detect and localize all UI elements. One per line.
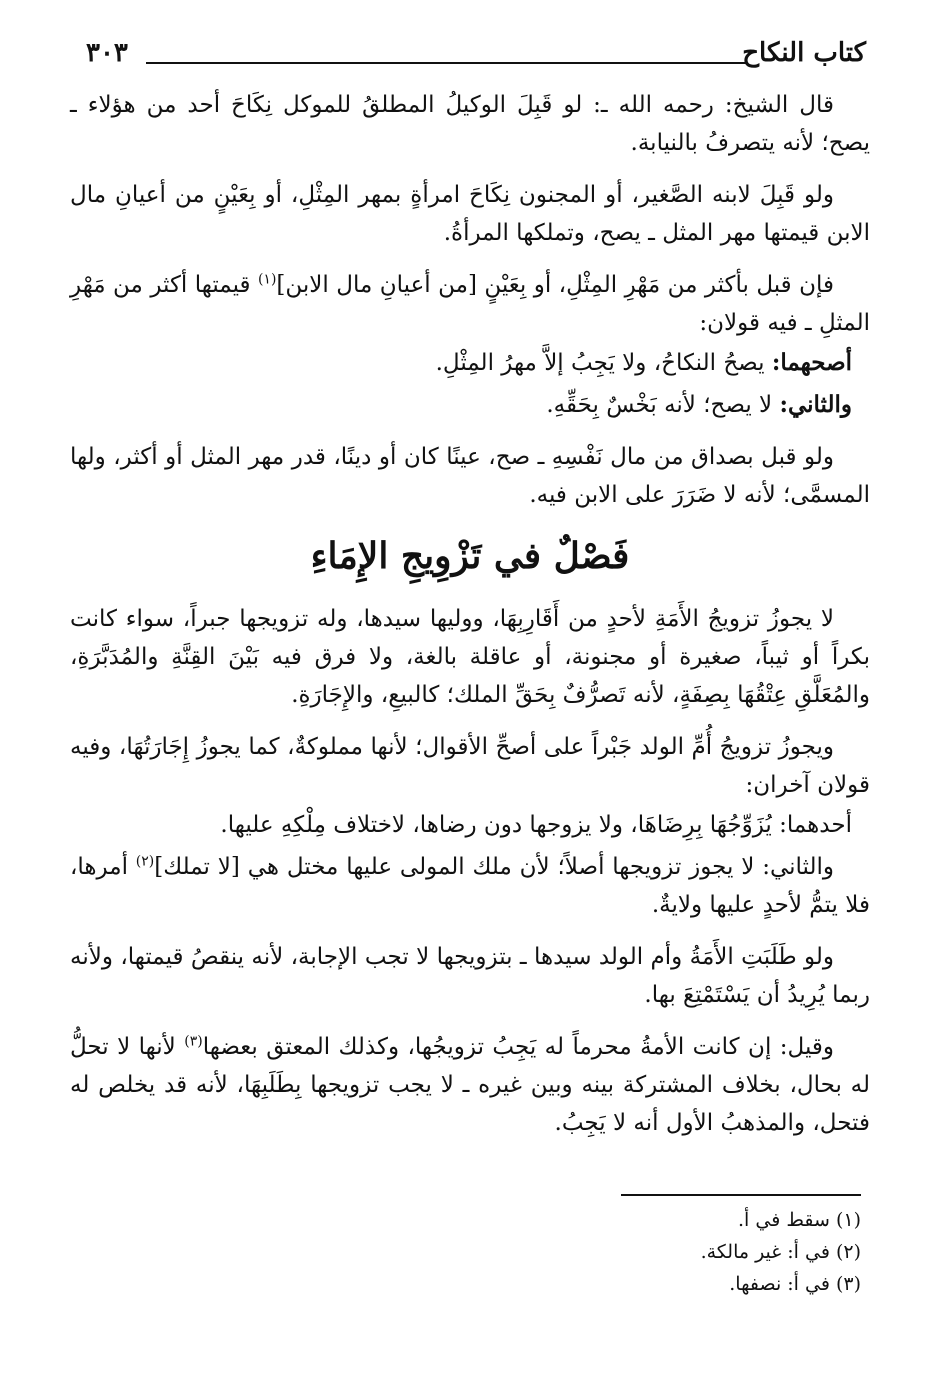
paragraph-8-text-b: لأنها لا تحلُّ له بحال، بخلاف المشتركة بينه وبين غيره ـ لا يجب تزويجها بِطَلَبِهَا، لأنه قد يخلص له فتحل، والمذهبُ الأول أنه لا يَجِبُ. bbox=[70, 1034, 870, 1136]
paragraph-3-text-a: فإن قبل بأكثر من مَهْرِ المِثْلِ، أو بِعَيْنٍ [من أعيانِ مال الابن] bbox=[276, 272, 835, 298]
opinion-two-text-a: والثاني: لا يجوز تزويجها أصلاً؛ لأن ملك المولى عليها مختل هي [لا تملك] bbox=[154, 854, 834, 880]
opinion-one bbox=[70, 806, 870, 844]
opinion-two-text-b: أمرها، فلا يتمُّ لأحدٍ عليها ولايةٌ. bbox=[70, 854, 870, 918]
footnote-ref-1: (١) bbox=[257, 271, 277, 288]
opinion-one-label: أحدهما: bbox=[779, 812, 852, 838]
paragraph-3 bbox=[70, 266, 870, 342]
paragraph-8-text-a: وقيل: إن كانت الأمةُ محرماً له يَجِبُ تزويجُها، وكذلك المعتق بعضها bbox=[202, 1034, 834, 1060]
header-rule bbox=[146, 62, 746, 64]
footnote-ref-2: (٢) bbox=[135, 853, 155, 870]
paragraph-7: ولو طَلَبَتِ الأَمَةُ وأم الولد سيدها ـ بتزويجها لا تجب الإجابة، لأنه ينقصُ قيمتها، ولأنه ربما يُرِيدُ أن يَسْتَمْتِعَ بها. bbox=[70, 944, 870, 1008]
opinion-first-label: أصحهما: bbox=[771, 349, 852, 376]
paragraph-1: قال الشيخ: رحمه الله ـ: لو قَبِلَ الوكيلُ المطلقُ للموكل نِكَاحَ أحد من هؤلاء ـ يصح؛ لأنه يتصرفُ بالنيابة. bbox=[70, 92, 870, 156]
paragraph-8 bbox=[70, 1028, 870, 1142]
running-title: كتاب النكاح bbox=[742, 38, 866, 68]
footnotes bbox=[361, 1204, 861, 1300]
paragraph-3-text-b: قيمتها أكثر من مَهْرِ المثلِ ـ فيه قولان: bbox=[70, 272, 870, 336]
footnote-ref-3: (٣) bbox=[184, 1033, 203, 1050]
footnote-2: (٢) في أ: غير مالكة. bbox=[700, 1241, 861, 1263]
page-number: ٣٠٣ bbox=[86, 38, 128, 68]
opinion-two bbox=[70, 848, 870, 924]
paragraph-6: ويجوزُ تزويجُ أُمِّ الولد جَبْراً على أصحِّ الأقوال؛ لأنها مملوكةٌ، كما يجوزُ إِجَارَتُهَا، وفيه قولان آخران: bbox=[70, 734, 870, 798]
opinion-first bbox=[70, 344, 870, 382]
main-text bbox=[70, 86, 870, 1156]
section-heading: فَصْلٌ في تَزْوِيجِ الإِمَاءِ bbox=[310, 535, 630, 577]
opinion-first-text: يصحُ النكاحُ، ولا يَجِبُ إلاَّ مهرُ المِثْلِ. bbox=[435, 350, 772, 376]
page-header bbox=[86, 34, 866, 74]
footnote-1: (١) سقط في أ. bbox=[738, 1209, 861, 1231]
opinion-second-label: والثاني: bbox=[779, 391, 852, 418]
opinion-second-text: لا يصح؛ لأنه بَخْسٌ بِحَقِّهِ. bbox=[546, 392, 780, 418]
paragraph-5: لا يجوزُ تزويجُ الأَمَةِ لأحدٍ من أَقَارِبِهَا، ووليها سيدها، وله تزويجها جبراً، سواء كانت بكراً أو ثيباً، صغيرة أو مجنونة، أو عاقلة بالغة، ولا فرق فيه بَيْنَ القِنَّةِ والمُدَبَّرَةِ، والمُعَلَّقِ عِتْقُهَا بِصِفَةٍ، لأنه تَصرُّفٌ بِحَقِّ الملك؛ كالبيعِ، والإِجَارَةِ. bbox=[70, 606, 870, 708]
paragraph-4: ولو قبل بصداق من مال نَفْسِهِ ـ صح، عينًا كان أو دينًا، قدر مهر المثل أو أكثر، ولها المسمَّى؛ لأنه لا ضَرَرَ على الابن فيه. bbox=[70, 444, 870, 508]
opinion-one-text: يُزَوِّجُهَا بِرِضَاهَا، ولا يزوجها دون رضاها، لاختلاف مِلْكِهِ عليها. bbox=[220, 812, 780, 838]
footnote-3: (٣) في أ: نصفها. bbox=[729, 1273, 861, 1295]
paragraph-2: ولو قَبِلَ لابنه الصَّغير، أو المجنون نِكَاحَ امرأةٍ بمهر المِثْلِ، أو بِعَيْنٍ من أعيانِ مال الابن قيمتها مهر المثل ـ يصح، وتملكها المرأةُ. bbox=[70, 182, 870, 246]
opinion-second bbox=[70, 386, 870, 424]
footnote-separator bbox=[621, 1194, 861, 1196]
